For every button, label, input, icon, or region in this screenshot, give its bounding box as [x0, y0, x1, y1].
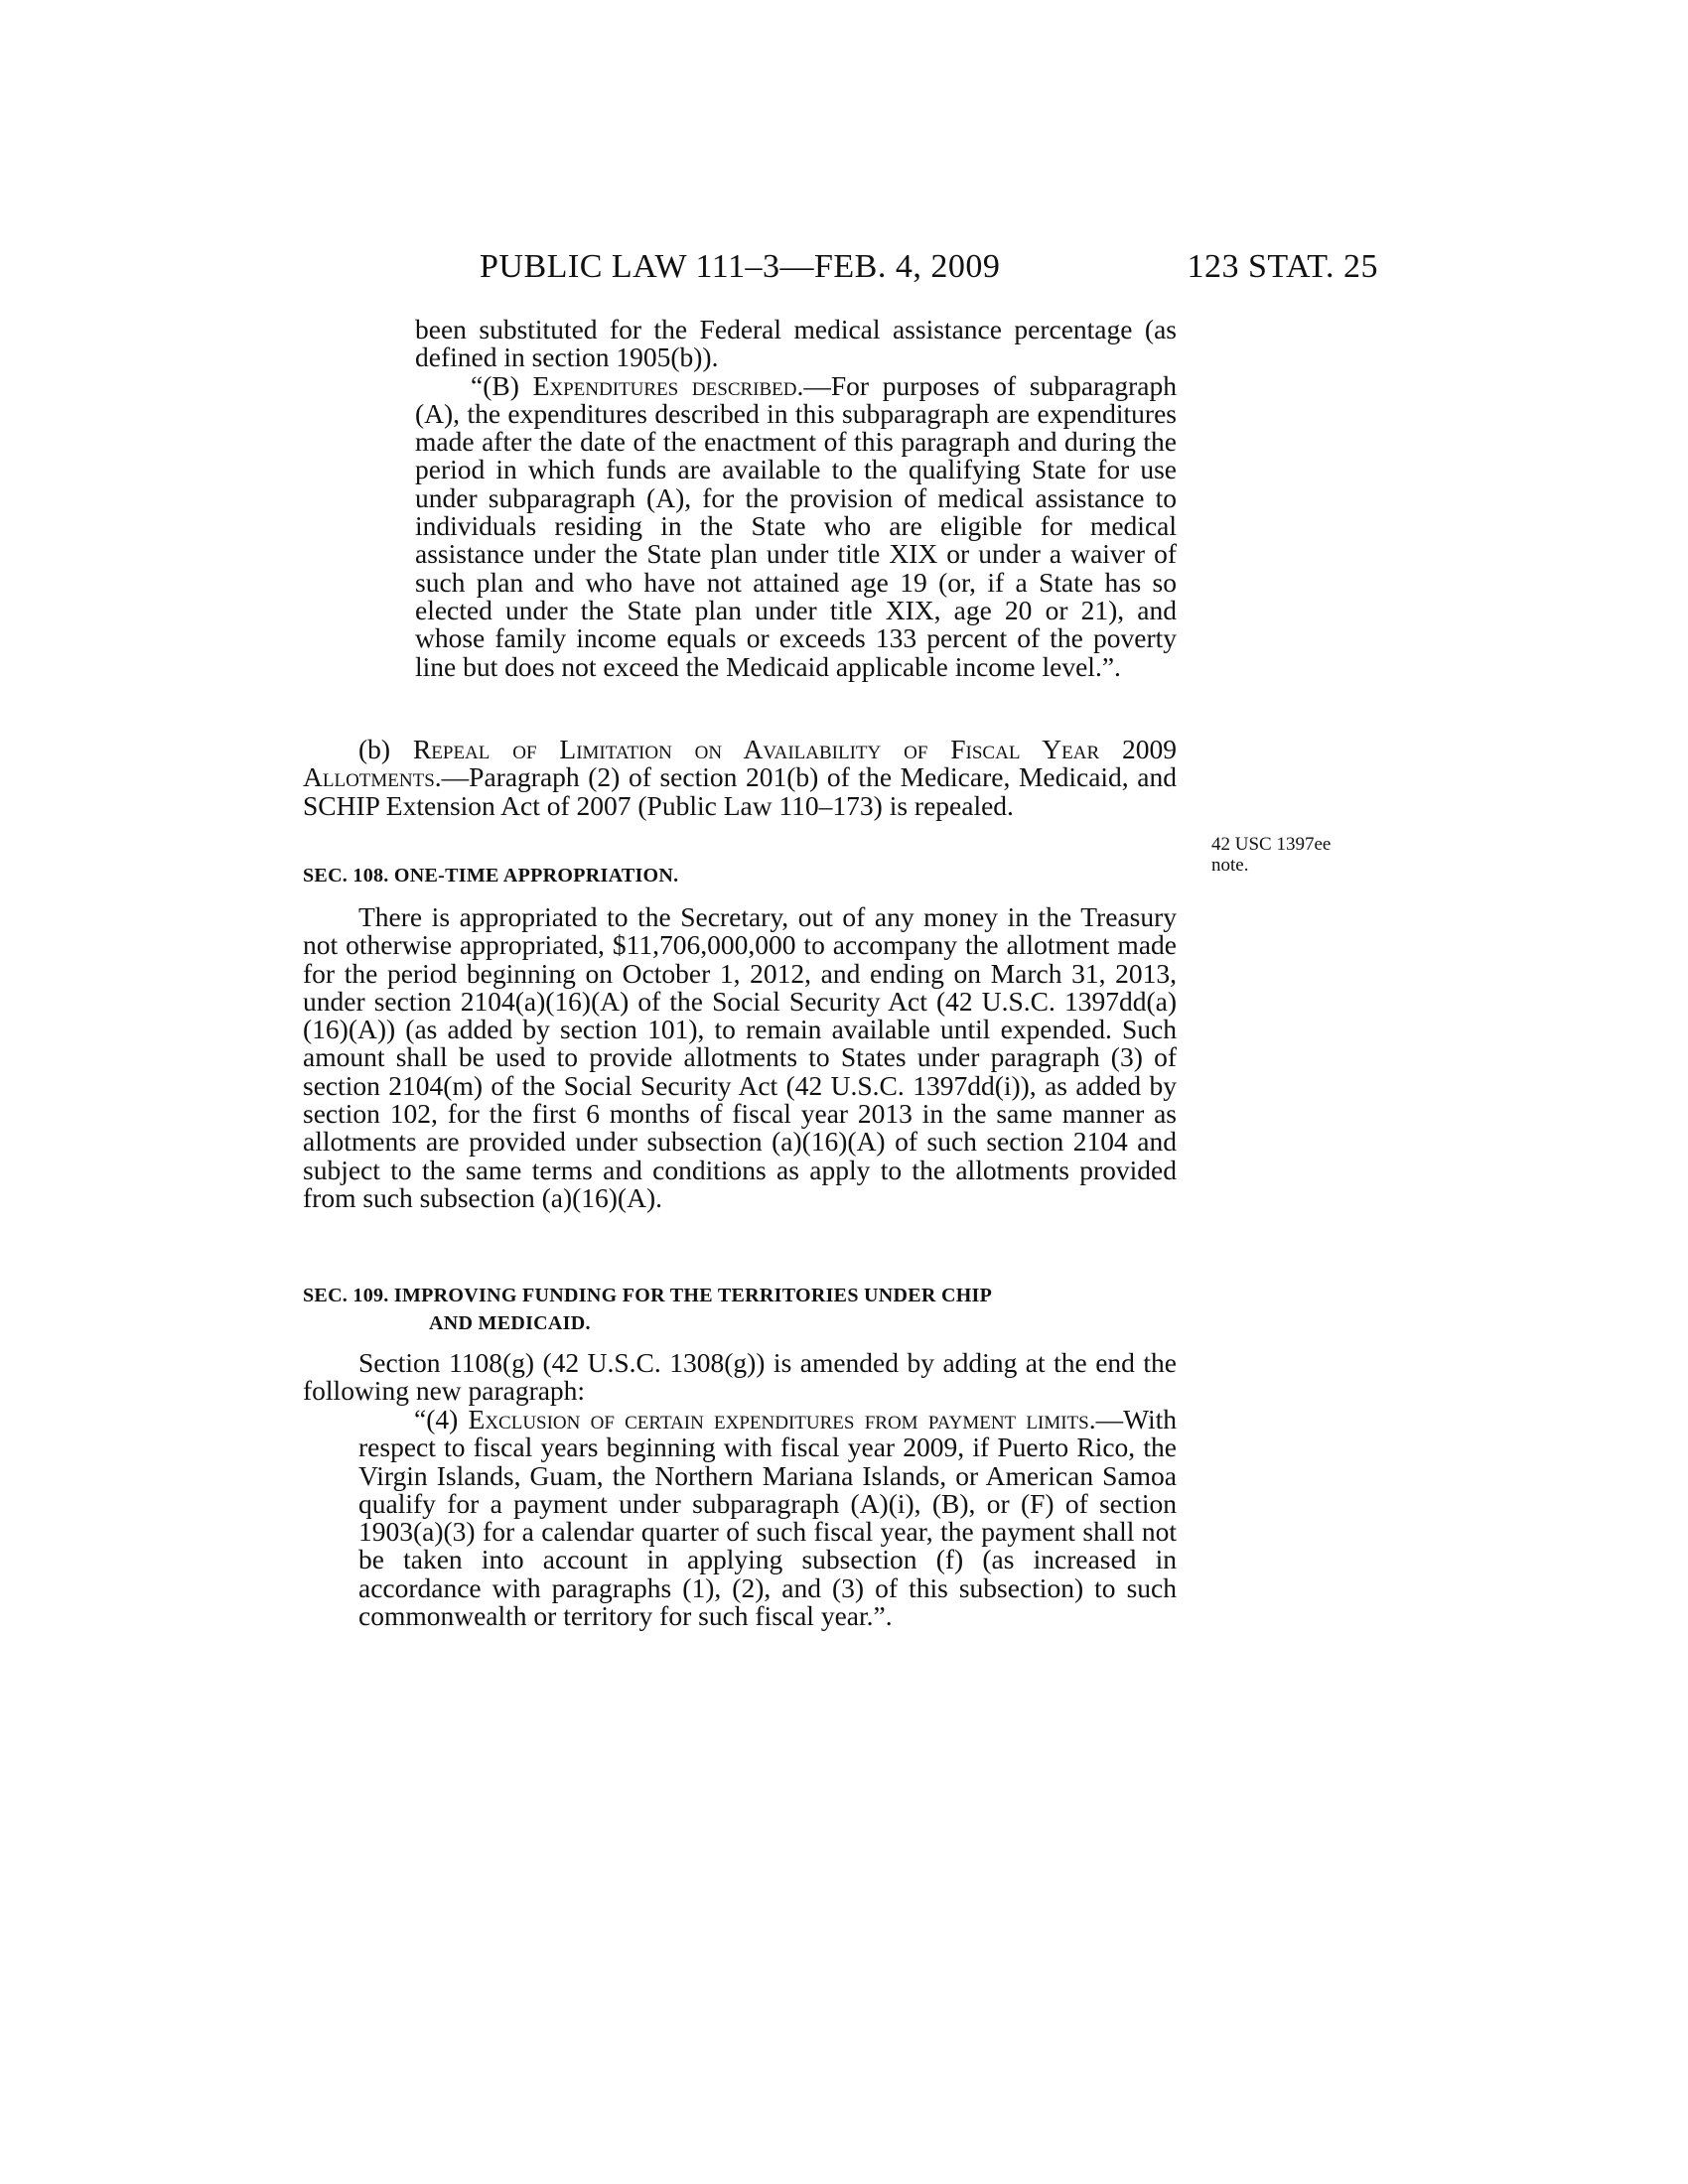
paragraph-4-lead: “(4): [414, 1404, 469, 1434]
subsection-b: [303, 736, 1177, 820]
subsection-b-heading: Repeal of Limitation on Availability of Fiscal Year 2009 Allotments.: [303, 734, 1177, 793]
subsection-b-lead: (b): [358, 734, 413, 764]
running-head-page-ref: 123 STAT. 25: [1187, 248, 1378, 285]
subsection-b-text: —Paragraph (2) of section 201(b) of the Medicare, Medicaid, and SCHIP Extension Act of 2007 (Public Law 110–173) is repealed.: [303, 761, 1177, 821]
paragraph-continuation: been substituted for the Federal medical assistance percentage (as defined in section 1905(b)).: [415, 314, 1177, 373]
running-head-title: PUBLIC LAW 111–3—FEB. 4, 2009: [480, 248, 1001, 285]
subparagraph-b-heading: Expenditures described.: [532, 369, 804, 401]
section-108-block: [303, 903, 1177, 1212]
subsection-b-block: [303, 736, 1177, 820]
section-109-heading-line1: SEC. 109. IMPROVING FUNDING FOR THE TERRITORIES UNDER CHIP: [303, 1285, 993, 1306]
paragraph-4: [358, 1406, 1177, 1630]
margin-note-line1: 42 USC 1397ee: [1211, 834, 1332, 855]
paragraph-4-text: —With respect to fiscal years beginning with fiscal year 2009, if Puerto Rico, the Virgin Islands, Guam, the Northern Mariana Islands, or American Samoa qualify for a payment under subparagraph (A)(i), (B), or (F) of section 1903(a)(3) for a calendar quarter of such fiscal year, the payment shall not be taken into account in applying subsection (f) (as increased in accordance with paragraphs (1), (2), and (3) of this subsection) to such commonwealth or territory for such fiscal year.”.: [358, 1404, 1177, 1632]
section-109-block: [303, 1349, 1177, 1406]
section-109-heading-line2: AND MEDICAID.: [429, 1312, 591, 1334]
paragraph-4-block: [358, 1406, 1177, 1630]
subparagraph-b-text: —For purposes of subparagraph (A), the expenditures described in this subparagraph are expenditures made after the date of the enactment of this paragraph and during the period in which funds are available to the qualifying State for use under subparagraph (A), for the provision of medical assistance to individuals residing in the State who are eligible for medical assistance under the State plan under title XIX or under a waiver of such plan and who have not attained age 19 (or, if a State has so elected under the State plan under title XIX, age 20 or 21), and whose family income equals or exceeds 133 percent of the poverty line but does not exceed the Medicaid applicable income level.”.: [415, 369, 1178, 682]
section-109-heading: [303, 1282, 1177, 1337]
subparagraph-b: [415, 369, 1178, 682]
paragraph-4-heading: Exclusion of certain expenditures from payment limits.: [468, 1404, 1096, 1434]
subparagraph-block: [303, 316, 1177, 681]
section-109-text: Section 1108(g) (42 U.S.C. 1308(g)) is amended by adding at the end the following new paragraph:: [303, 1347, 1177, 1407]
section-108-text: There is appropriated to the Secretary, out of any money in the Treasury not otherwise appropriated, $11,706,000,000 to accompany the allotment made for the period beginning on October 1, 2012, and ending on March 31, 2013, under section 2104(a)(16)(A) of the Social Security Act (42 U.S.C. 1397dd(a)(16)(A)) (as added by section 101), to remain available until expended. Such amount shall be used to provide allotments to States under paragraph (3) of section 2104(m) of the Social Security Act (42 U.S.C. 1397dd(i)), as added by section 102, for the first 6 months of fiscal year 2013 in the same manner as allotments are provided under subsection (a)(16)(A) of such section 2104 and subject to the same terms and conditions as apply to the allotments provided from such subsection (a)(16)(A).: [303, 901, 1177, 1213]
margin-note: [1211, 834, 1370, 876]
margin-note-line2: note.: [1211, 855, 1249, 876]
subparagraph-b-lead: “(B): [471, 369, 533, 401]
section-108-heading: SEC. 108. ONE-TIME APPROPRIATION.: [303, 865, 679, 887]
